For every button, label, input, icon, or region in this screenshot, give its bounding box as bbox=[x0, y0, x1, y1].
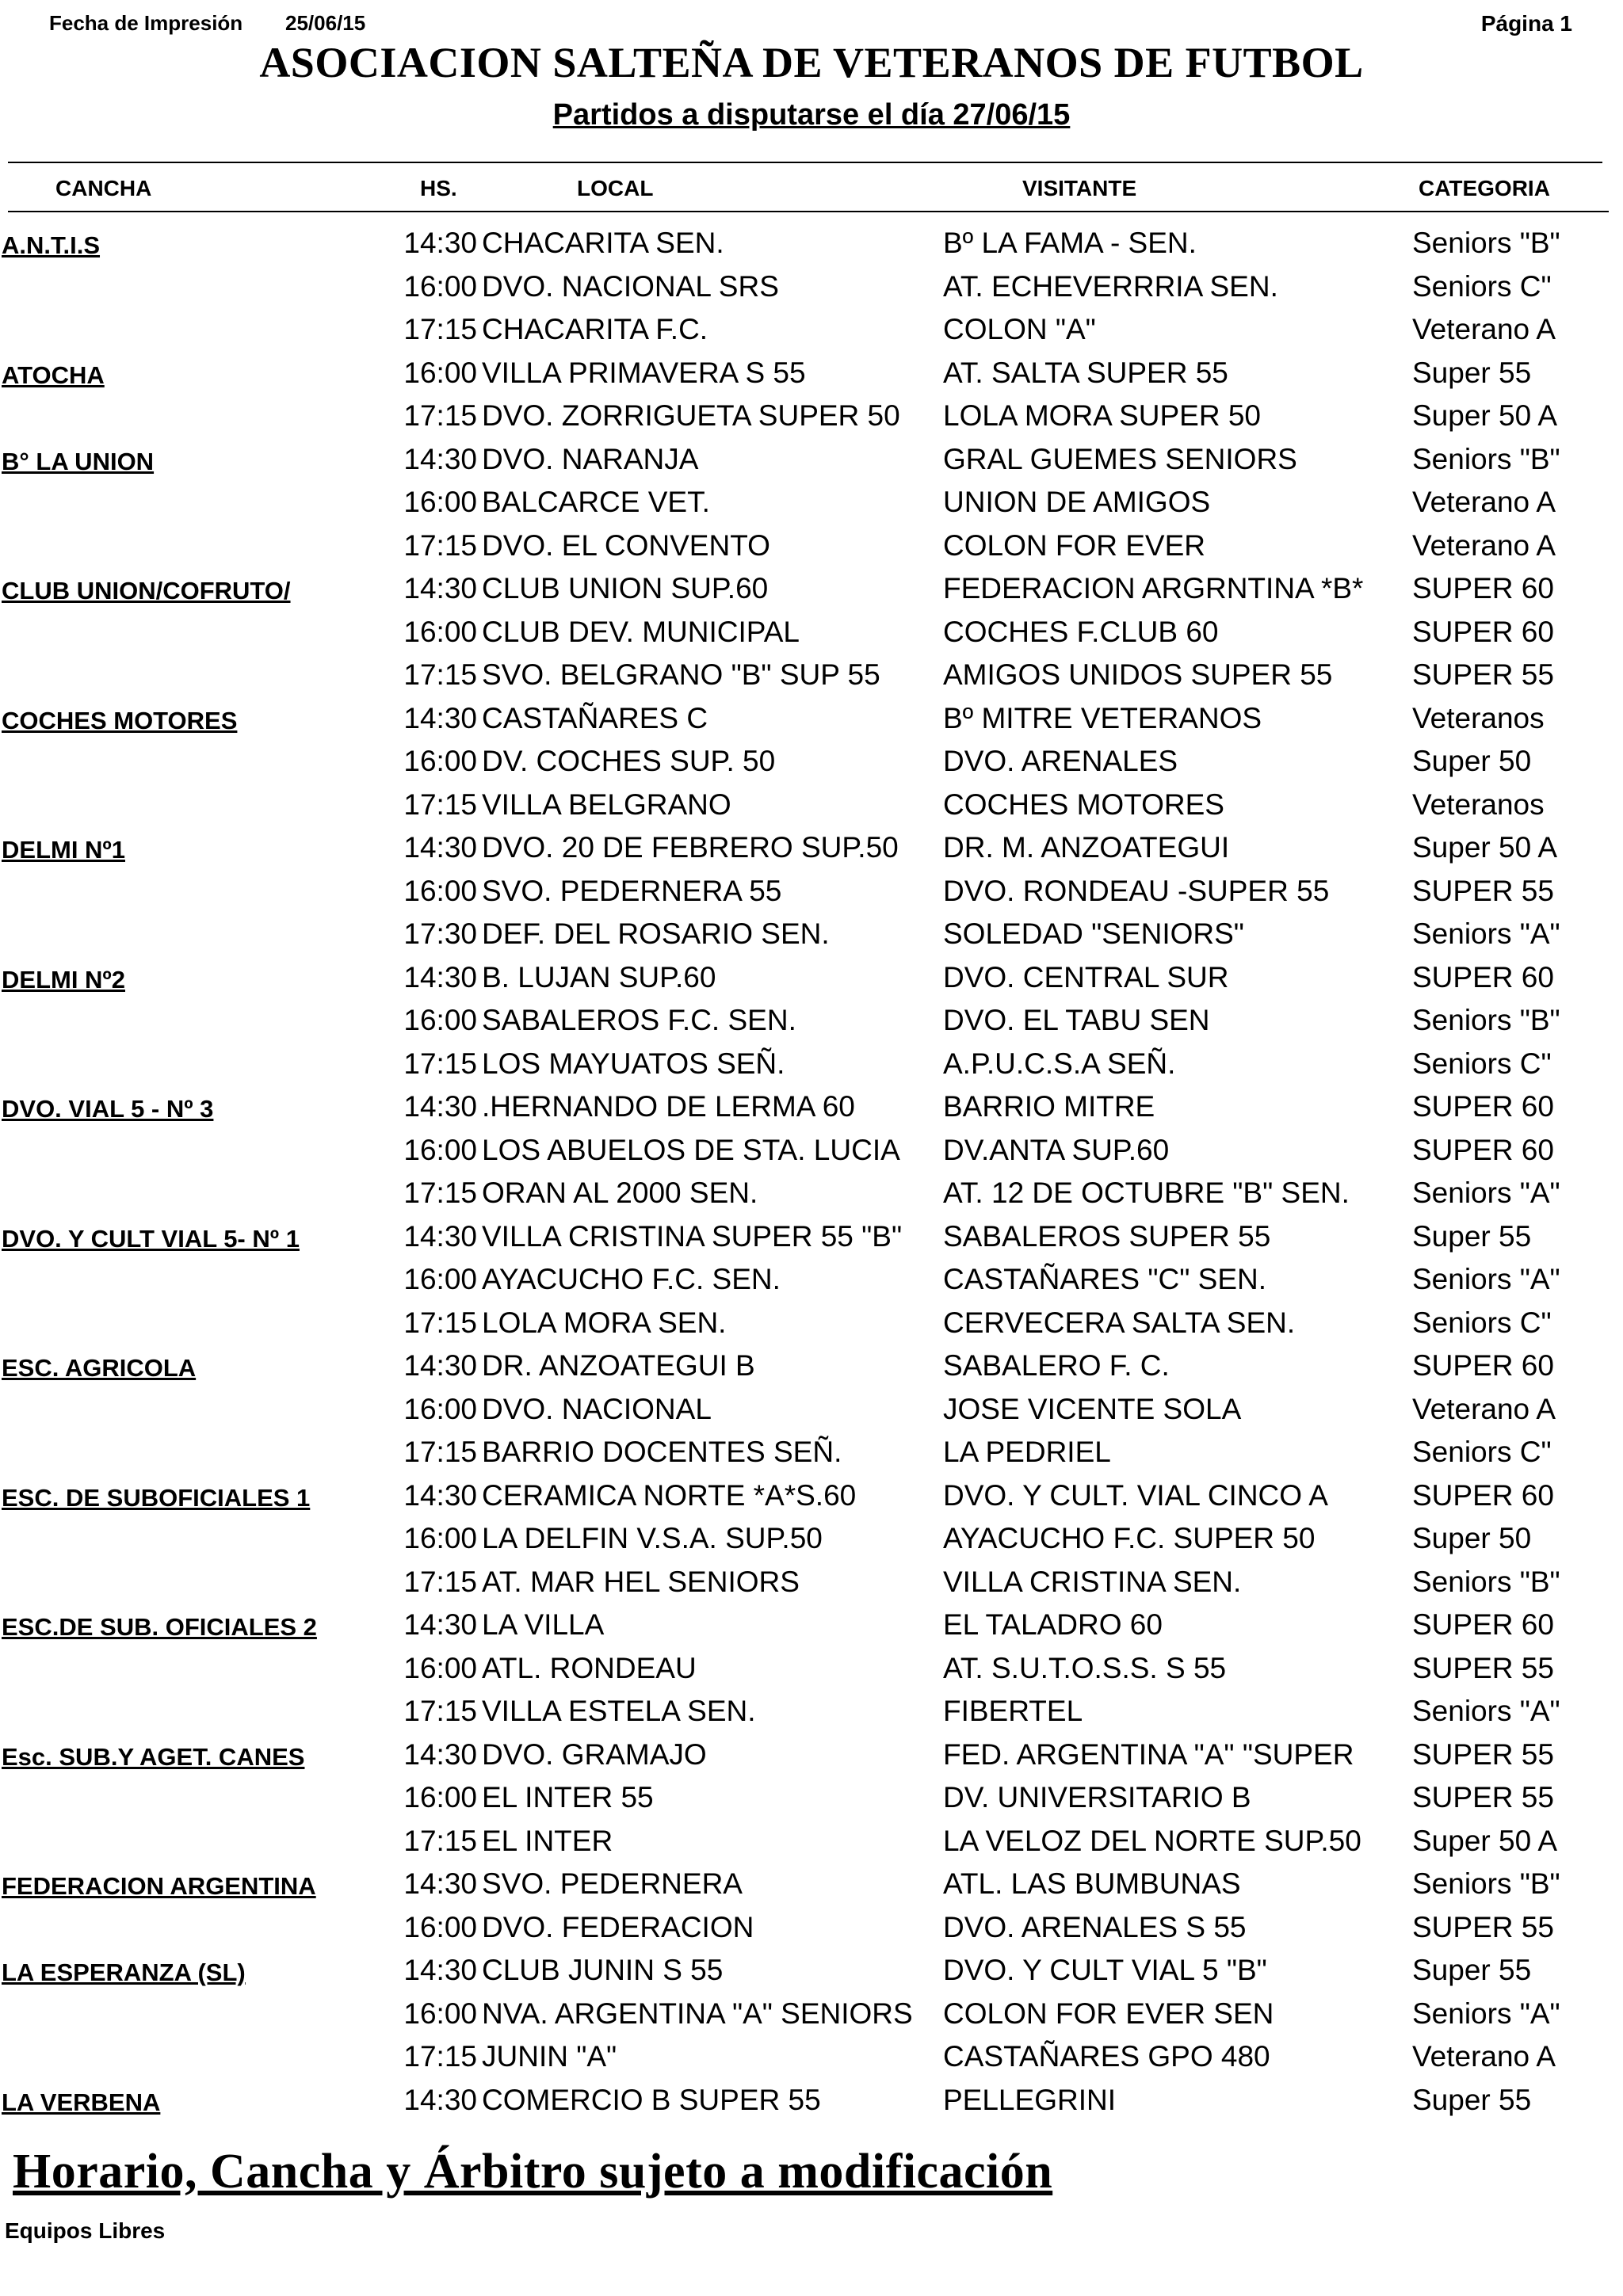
row-visitor-team: DVO. CENTRAL SUR bbox=[943, 960, 1229, 994]
row-category: Seniors "B" bbox=[1412, 1565, 1560, 1598]
row-visitor-team: A.P.U.C.S.A SEÑ. bbox=[943, 1047, 1176, 1080]
table-row bbox=[0, 654, 1623, 697]
row-time: 16:00 bbox=[403, 1522, 477, 1554]
table-row bbox=[0, 1733, 1623, 1777]
row-visitor-team: AT. SALTA SUPER 55 bbox=[943, 356, 1228, 389]
table-row bbox=[0, 1302, 1623, 1345]
row-time: 16:00 bbox=[403, 1997, 477, 2030]
row-visitor-team: LOLA MORA SUPER 50 bbox=[943, 399, 1262, 432]
row-time: 17:15 bbox=[403, 1695, 477, 1727]
row-visitor-team: DV. UNIVERSITARIO B bbox=[943, 1781, 1251, 1814]
row-time: 16:00 bbox=[403, 1781, 477, 1814]
row-category: Seniors "A" bbox=[1412, 1177, 1560, 1209]
row-visitor-team: UNION DE AMIGOS bbox=[943, 486, 1211, 518]
row-visitor-team: CASTAÑARES GPO 480 bbox=[943, 2040, 1270, 2073]
row-cancha: LA VERBENA bbox=[2, 2088, 161, 2116]
table-row bbox=[0, 697, 1623, 741]
row-visitor-team: BARRIO MITRE bbox=[943, 1090, 1155, 1123]
row-visitor-team: DVO. ARENALES S 55 bbox=[943, 1910, 1247, 1943]
row-local-team: CHACARITA F.C. bbox=[482, 313, 708, 345]
document-subtitle: Partidos a disputarse el día 27/06/15 bbox=[552, 98, 1071, 132]
row-time: 16:00 bbox=[403, 486, 477, 518]
row-category: SUPER 60 bbox=[1412, 1478, 1554, 1512]
row-category: SUPER 60 bbox=[1412, 960, 1554, 994]
row-category: Seniors C" bbox=[1412, 1047, 1552, 1080]
row-visitor-team: AT. S.U.T.O.S.S. S 55 bbox=[943, 1651, 1227, 1684]
row-time: 14:30 bbox=[403, 1090, 477, 1123]
table-row bbox=[0, 352, 1623, 395]
row-local-team: DVO. EL CONVENTO bbox=[482, 528, 770, 562]
row-local-team: DV. COCHES SUP. 50 bbox=[482, 745, 776, 777]
column-header-hs: HS. bbox=[420, 176, 457, 200]
row-local-team: LOLA MORA SEN. bbox=[482, 1306, 727, 1339]
row-time: 16:00 bbox=[403, 1651, 477, 1684]
row-cancha: LA ESPERANZA (SL) bbox=[2, 1958, 246, 1986]
row-visitor-team: AT. 12 DE OCTUBRE "B" SEN. bbox=[943, 1177, 1350, 1209]
row-visitor-team: Bº MITRE VETERANOS bbox=[943, 701, 1262, 734]
table-row bbox=[0, 1129, 1623, 1173]
row-local-team: LA DELFIN V.S.A. SUP.50 bbox=[482, 1522, 823, 1554]
column-header-cancha: CANCHA bbox=[55, 176, 152, 200]
row-time: 14:30 bbox=[403, 1478, 477, 1512]
row-time: 14:30 bbox=[403, 572, 477, 605]
row-category: SUPER 55 bbox=[1412, 1651, 1554, 1684]
row-local-team: .HERNANDO DE LERMA 60 bbox=[482, 1090, 855, 1123]
column-header-visitante: VISITANTE bbox=[1022, 176, 1137, 200]
table-row bbox=[0, 999, 1623, 1043]
row-time: 17:15 bbox=[403, 1306, 477, 1339]
row-time: 17:15 bbox=[403, 1565, 477, 1598]
row-time: 14:30 bbox=[403, 831, 477, 864]
row-local-team: CERAMICA NORTE *A*S.60 bbox=[482, 1478, 857, 1512]
row-category: Seniors "A" bbox=[1412, 1997, 1560, 2030]
table-row bbox=[0, 438, 1623, 482]
row-category: Super 50 bbox=[1412, 1522, 1532, 1554]
row-visitor-team: AMIGOS UNIDOS SUPER 55 bbox=[943, 658, 1333, 691]
row-visitor-team: AYACUCHO F.C. SUPER 50 bbox=[943, 1522, 1316, 1554]
row-local-team: CLUB DEV. MUNICIPAL bbox=[482, 615, 800, 648]
row-time: 14:30 bbox=[403, 1349, 477, 1382]
row-local-team: EL INTER bbox=[482, 1824, 613, 1857]
document-title: ASOCIACION SALTEÑA DE VETERANOS DE FUTBOL bbox=[259, 39, 1364, 86]
row-visitor-team: GRAL GUEMES SENIORS bbox=[943, 442, 1297, 475]
row-cancha: DELMI Nº2 bbox=[2, 965, 125, 994]
row-time: 14:30 bbox=[403, 227, 477, 259]
table-row bbox=[0, 1647, 1623, 1691]
row-category: Super 55 bbox=[1412, 1954, 1532, 1986]
page-number: Página 1 bbox=[1480, 11, 1572, 36]
row-visitor-team: CERVECERA SALTA SEN. bbox=[943, 1306, 1296, 1339]
row-cancha: A.N.T.I.S bbox=[2, 231, 101, 259]
row-visitor-team: ATL. LAS BUMBUNAS bbox=[943, 1867, 1241, 1900]
row-visitor-team: DVO. Y CULT. VIAL CINCO A bbox=[943, 1478, 1328, 1512]
row-local-team: CHACARITA SEN. bbox=[482, 227, 724, 259]
row-visitor-team: SOLEDAD "SENIORS" bbox=[943, 917, 1244, 950]
table-row bbox=[0, 2035, 1623, 2079]
row-time: 17:15 bbox=[403, 788, 477, 821]
table-row bbox=[0, 1085, 1623, 1129]
row-local-team: LA VILLA bbox=[482, 1608, 605, 1641]
row-local-team: CLUB UNION SUP.60 bbox=[482, 572, 769, 605]
row-visitor-team: FEDERACION ARGRNTINA *B* bbox=[943, 572, 1364, 605]
row-local-team: VILLA CRISTINA SUPER 55 "B" bbox=[482, 1219, 903, 1253]
row-time: 16:00 bbox=[403, 1263, 477, 1295]
row-cancha: ESC.DE SUB. OFICIALES 2 bbox=[2, 1613, 317, 1641]
table-row bbox=[0, 870, 1623, 913]
free-teams-label: Equipos Libres bbox=[5, 2218, 166, 2243]
table-row bbox=[0, 740, 1623, 784]
schedule-notice: Horario, Cancha y Árbitro sujeto a modificación bbox=[13, 2145, 1053, 2199]
row-local-team: DVO. NACIONAL bbox=[482, 1392, 712, 1425]
table-row bbox=[0, 611, 1623, 654]
row-visitor-team: CASTAÑARES "C" SEN. bbox=[943, 1263, 1266, 1295]
row-cancha: DVO. Y CULT VIAL 5- Nº 1 bbox=[2, 1224, 300, 1253]
row-time: 16:00 bbox=[403, 1910, 477, 1943]
table-row bbox=[0, 524, 1623, 568]
table-row bbox=[0, 913, 1623, 956]
row-cancha: CLUB UNION/COFRUTO/ bbox=[2, 577, 291, 605]
row-time: 14:30 bbox=[403, 442, 477, 475]
row-visitor-team: Bº LA FAMA - SEN. bbox=[943, 227, 1197, 259]
table-row bbox=[0, 1043, 1623, 1086]
row-category: Veteranos bbox=[1412, 701, 1545, 734]
row-time: 14:30 bbox=[403, 2083, 477, 2116]
table-row bbox=[0, 481, 1623, 524]
row-cancha: COCHES MOTORES bbox=[2, 706, 238, 734]
row-visitor-team: COLON "A" bbox=[943, 313, 1096, 345]
row-local-team: EL INTER 55 bbox=[482, 1781, 654, 1814]
row-local-team: DEF. DEL ROSARIO SEN. bbox=[482, 917, 830, 950]
row-local-team: COMERCIO B SUPER 55 bbox=[482, 2083, 821, 2116]
row-local-team: VILLA ESTELA SEN. bbox=[482, 1695, 756, 1727]
row-time: 14:30 bbox=[403, 1737, 477, 1771]
row-local-team: BARRIO DOCENTES SEÑ. bbox=[482, 1436, 842, 1468]
row-visitor-team: JOSE VICENTE SOLA bbox=[943, 1392, 1242, 1425]
fixture-table bbox=[0, 222, 1623, 2122]
row-cancha: ESC. AGRICOLA bbox=[2, 1354, 197, 1382]
row-visitor-team: DVO. EL TABU SEN bbox=[943, 1004, 1210, 1036]
row-visitor-team: COLON FOR EVER SEN bbox=[943, 1997, 1274, 2030]
row-category: SUPER 55 bbox=[1412, 1781, 1554, 1814]
row-time: 17:15 bbox=[403, 1047, 477, 1080]
table-row bbox=[0, 2079, 1623, 2122]
row-category: SUPER 55 bbox=[1412, 1737, 1554, 1771]
row-category: Seniors C" bbox=[1412, 1306, 1552, 1339]
row-time: 14:30 bbox=[403, 1867, 477, 1900]
table-row bbox=[0, 1863, 1623, 1906]
row-category: Veteranos bbox=[1412, 788, 1545, 821]
row-category: SUPER 60 bbox=[1412, 1349, 1554, 1382]
header-divider bbox=[8, 211, 1609, 212]
row-local-team: NVA. ARGENTINA "A" SENIORS bbox=[482, 1997, 913, 2030]
row-category: SUPER 60 bbox=[1412, 572, 1554, 605]
table-row bbox=[0, 826, 1623, 870]
row-time: 14:30 bbox=[403, 1219, 477, 1253]
row-cancha: B° LA UNION bbox=[2, 447, 155, 475]
row-time: 17:15 bbox=[403, 2040, 477, 2073]
row-time: 17:15 bbox=[403, 313, 477, 345]
row-local-team: ORAN AL 2000 SEN. bbox=[482, 1177, 758, 1209]
row-time: 17:15 bbox=[403, 1436, 477, 1468]
row-visitor-team: VILLA CRISTINA SEN. bbox=[943, 1565, 1242, 1598]
row-category: Seniors "A" bbox=[1412, 1695, 1560, 1727]
table-row bbox=[0, 784, 1623, 827]
table-row bbox=[0, 1215, 1623, 1259]
row-visitor-team: LA VELOZ DEL NORTE SUP.50 bbox=[943, 1824, 1361, 1857]
table-row bbox=[0, 1776, 1623, 1820]
table-row bbox=[0, 1906, 1623, 1950]
row-category: SUPER 55 bbox=[1412, 658, 1554, 691]
row-local-team: SABALEROS F.C. SEN. bbox=[482, 1004, 796, 1036]
row-category: Super 55 bbox=[1412, 1219, 1532, 1253]
table-row bbox=[0, 1561, 1623, 1604]
row-cancha: FEDERACION ARGENTINA bbox=[2, 1872, 316, 1900]
print-date: 25/06/15 bbox=[285, 11, 366, 35]
row-category: Seniors "A" bbox=[1412, 1263, 1560, 1295]
table-row bbox=[0, 395, 1623, 438]
row-local-team: BALCARCE VET. bbox=[482, 486, 710, 518]
row-category: SUPER 55 bbox=[1412, 1910, 1554, 1943]
table-row bbox=[0, 1258, 1623, 1302]
row-local-team: SVO. PEDERNERA bbox=[482, 1867, 743, 1900]
row-visitor-team: AT. ECHEVERRRIA SEN. bbox=[943, 269, 1278, 303]
row-visitor-team: LA PEDRIEL bbox=[943, 1436, 1111, 1468]
table-row bbox=[0, 1993, 1623, 2036]
row-category: SUPER 60 bbox=[1412, 1090, 1554, 1123]
table-row bbox=[0, 222, 1623, 265]
row-category: Seniors C" bbox=[1412, 269, 1552, 303]
row-category: Super 55 bbox=[1412, 2083, 1532, 2116]
row-category: Seniors "B" bbox=[1412, 227, 1560, 259]
row-local-team: AT. MAR HEL SENIORS bbox=[482, 1565, 800, 1598]
row-local-team: DVO. GRAMAJO bbox=[482, 1737, 707, 1771]
row-visitor-team: EL TALADRO 60 bbox=[943, 1608, 1163, 1641]
row-visitor-team: DVO. Y CULT VIAL 5 "B" bbox=[943, 1954, 1267, 1986]
row-local-team: VILLA BELGRANO bbox=[482, 788, 731, 821]
row-visitor-team: SABALERO F. C. bbox=[943, 1349, 1170, 1382]
row-category: Super 50 A bbox=[1412, 831, 1558, 864]
row-visitor-team: COCHES MOTORES bbox=[943, 788, 1224, 821]
row-visitor-team: PELLEGRINI bbox=[943, 2083, 1116, 2116]
row-time: 16:00 bbox=[403, 874, 477, 907]
row-cancha: ATOCHA bbox=[2, 360, 105, 389]
row-time: 16:00 bbox=[403, 745, 477, 777]
row-visitor-team: FED. ARGENTINA "A" "SUPER bbox=[943, 1737, 1354, 1771]
table-row bbox=[0, 956, 1623, 1000]
column-header-local: LOCAL bbox=[577, 176, 654, 200]
row-category: SUPER 60 bbox=[1412, 1133, 1554, 1166]
table-row bbox=[0, 1474, 1623, 1518]
row-category: Seniors "A" bbox=[1412, 917, 1560, 950]
row-time: 14:30 bbox=[403, 960, 477, 994]
row-visitor-team: SABALEROS SUPER 55 bbox=[943, 1219, 1271, 1253]
row-time: 17:15 bbox=[403, 1824, 477, 1857]
row-time: 16:00 bbox=[403, 269, 477, 303]
row-visitor-team: DVO. ARENALES bbox=[943, 745, 1178, 777]
row-visitor-team: DR. M. ANZOATEGUI bbox=[943, 831, 1230, 864]
table-row bbox=[0, 1517, 1623, 1561]
row-local-team: AYACUCHO F.C. SEN. bbox=[482, 1263, 781, 1295]
top-divider bbox=[8, 162, 1602, 163]
row-category: Super 50 bbox=[1412, 745, 1532, 777]
table-row bbox=[0, 1949, 1623, 1993]
row-local-team: CASTAÑARES C bbox=[482, 701, 708, 734]
row-local-team: SVO. PEDERNERA 55 bbox=[482, 874, 782, 907]
row-time: 17:15 bbox=[403, 658, 477, 691]
row-visitor-team: DVO. RONDEAU -SUPER 55 bbox=[943, 874, 1330, 907]
table-row bbox=[0, 1344, 1623, 1388]
row-local-team: LOS MAYUATOS SEÑ. bbox=[482, 1047, 785, 1080]
row-local-team: DR. ANZOATEGUI B bbox=[482, 1349, 755, 1382]
row-cancha: ESC. DE SUBOFICIALES 1 bbox=[2, 1483, 311, 1512]
row-time: 16:00 bbox=[403, 356, 477, 389]
row-category: Super 55 bbox=[1412, 356, 1532, 389]
row-visitor-team: COLON FOR EVER bbox=[943, 528, 1205, 562]
table-row bbox=[0, 1820, 1623, 1863]
row-local-team: CLUB JUNIN S 55 bbox=[482, 1954, 724, 1986]
row-category: Seniors C" bbox=[1412, 1436, 1552, 1468]
row-local-team: B. LUJAN SUP.60 bbox=[482, 960, 716, 994]
row-time: 17:15 bbox=[403, 528, 477, 562]
row-time: 14:30 bbox=[403, 701, 477, 734]
row-cancha: DVO. VIAL 5 - Nº 3 bbox=[2, 1095, 214, 1123]
column-header-categoria: CATEGORIA bbox=[1419, 176, 1550, 200]
row-local-team: SVO. BELGRANO "B" SUP 55 bbox=[482, 658, 880, 691]
row-time: 14:30 bbox=[403, 1608, 477, 1641]
row-category: Seniors "B" bbox=[1412, 1004, 1560, 1036]
row-time: 16:00 bbox=[403, 1392, 477, 1425]
row-local-team: DVO. 20 DE FEBRERO SUP.50 bbox=[482, 831, 899, 864]
row-visitor-team: COCHES F.CLUB 60 bbox=[943, 615, 1219, 648]
row-category: Veterano A bbox=[1412, 528, 1556, 562]
row-local-team: DVO. FEDERACION bbox=[482, 1910, 754, 1943]
table-row bbox=[0, 265, 1623, 309]
row-local-team: LOS ABUELOS DE STA. LUCIA bbox=[482, 1133, 900, 1166]
row-cancha: DELMI Nº1 bbox=[2, 836, 125, 864]
table-row bbox=[0, 1604, 1623, 1647]
row-category: Veterano A bbox=[1412, 313, 1556, 345]
row-category: Seniors "B" bbox=[1412, 442, 1560, 475]
row-visitor-team: FIBERTEL bbox=[943, 1695, 1083, 1727]
row-time: 17:15 bbox=[403, 399, 477, 432]
row-category: SUPER 60 bbox=[1412, 615, 1554, 648]
row-local-team: VILLA PRIMAVERA S 55 bbox=[482, 356, 806, 389]
table-row bbox=[0, 1431, 1623, 1474]
row-category: Super 50 A bbox=[1412, 399, 1558, 432]
print-date-label: Fecha de Impresión bbox=[49, 11, 243, 35]
row-local-team: JUNIN "A" bbox=[482, 2040, 617, 2073]
row-time: 14:30 bbox=[403, 1954, 477, 1986]
row-category: Seniors "B" bbox=[1412, 1867, 1560, 1900]
row-time: 17:30 bbox=[403, 917, 477, 950]
row-category: Veterano A bbox=[1412, 486, 1556, 518]
row-time: 16:00 bbox=[403, 1004, 477, 1036]
row-category: Veterano A bbox=[1412, 2040, 1556, 2073]
table-row bbox=[0, 1388, 1623, 1432]
row-category: SUPER 60 bbox=[1412, 1608, 1554, 1641]
row-local-team: ATL. RONDEAU bbox=[482, 1651, 697, 1684]
row-local-team: DVO. ZORRIGUETA SUPER 50 bbox=[482, 399, 900, 432]
table-row bbox=[0, 1172, 1623, 1215]
row-local-team: DVO. NACIONAL SRS bbox=[482, 269, 779, 303]
table-row bbox=[0, 308, 1623, 352]
row-category: Super 50 A bbox=[1412, 1824, 1558, 1857]
row-time: 17:15 bbox=[403, 1177, 477, 1209]
row-time: 16:00 bbox=[403, 1133, 477, 1166]
row-cancha: Esc. SUB.Y AGET. CANES bbox=[2, 1742, 305, 1771]
row-visitor-team: DV.ANTA SUP.60 bbox=[943, 1133, 1170, 1166]
table-row bbox=[0, 1690, 1623, 1733]
row-time: 16:00 bbox=[403, 615, 477, 648]
table-row bbox=[0, 567, 1623, 611]
row-category: Veterano A bbox=[1412, 1392, 1556, 1425]
row-category: SUPER 55 bbox=[1412, 874, 1554, 907]
row-local-team: DVO. NARANJA bbox=[482, 442, 699, 475]
